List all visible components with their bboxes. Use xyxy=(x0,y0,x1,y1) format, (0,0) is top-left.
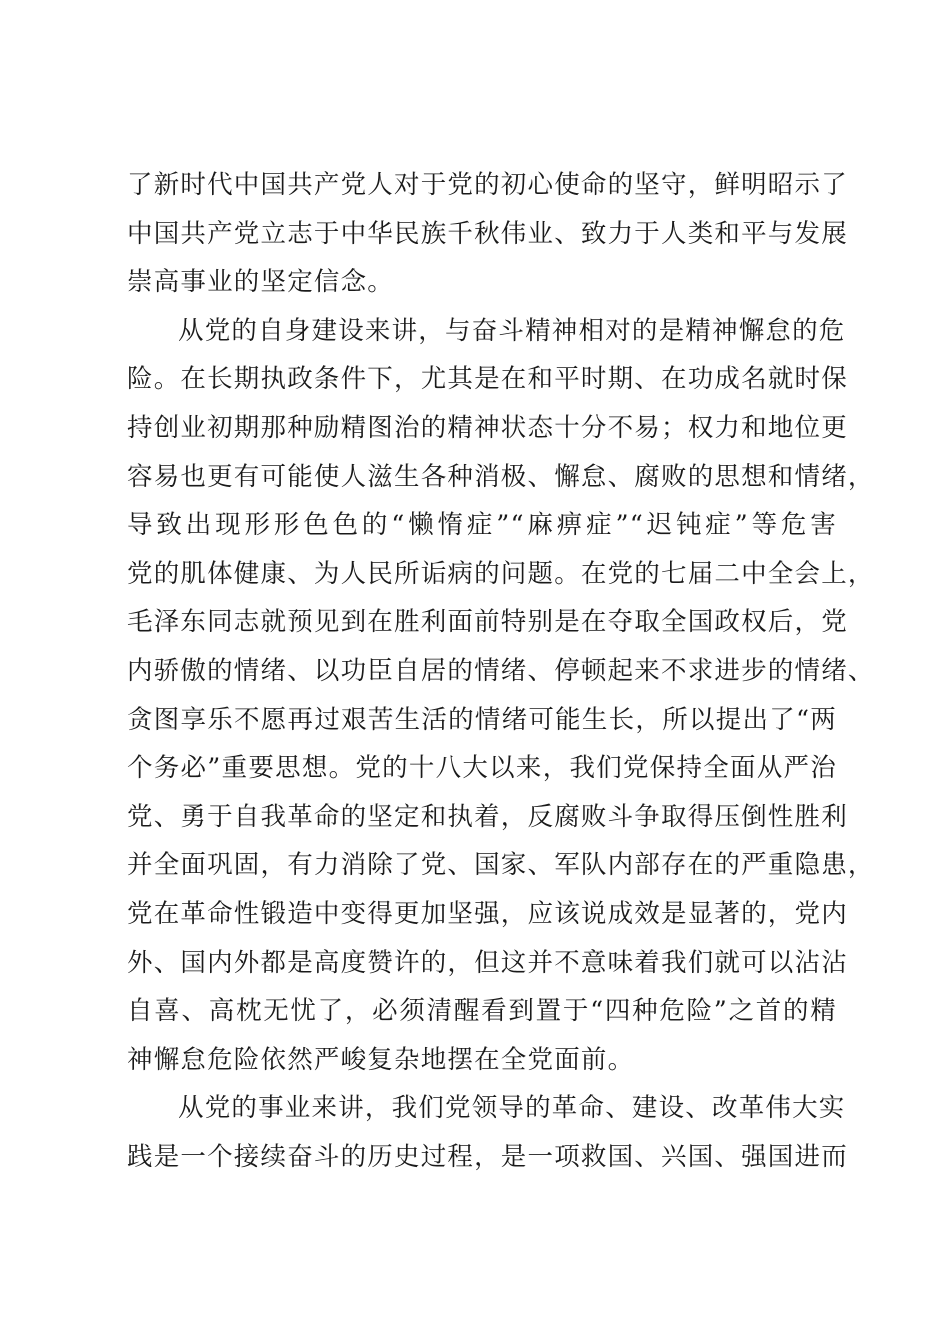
paragraph-2 xyxy=(127,307,875,1085)
text-line: 险。在长期执政条件下，尤其是在和平时期、在功成名就时保 xyxy=(127,364,848,395)
text-line: 党在革命性锻造中变得更加坚强，应该说成效是显著的，党内 xyxy=(127,898,848,929)
text-line: 从党的自身建设来讲，与奋斗精神相对的是精神懈怠的危 xyxy=(178,315,846,346)
text-line: 神懈怠危险依然严峻复杂地摆在全党面前。 xyxy=(127,1044,635,1075)
text-line: 毛泽东同志就预见到在胜利面前特别是在夺取全国政权后，党 xyxy=(127,607,848,638)
text-line: 容易也更有可能使人滋生各种消极、懈怠、腐败的思想和情绪， xyxy=(127,461,875,492)
text-line: 践是一个接续奋斗的历史过程，是一项救国、兴国、强国进而 xyxy=(127,1141,848,1172)
text-line: 内骄傲的情绪、以功臣自居的情绪、停顿起来不求进步的情绪、 xyxy=(127,655,875,686)
text-line: 持创业初期那种励精图治的精神状态十分不易；权力和地位更 xyxy=(127,412,848,443)
text-line: 从党的事业来讲，我们党领导的革命、建设、改革伟大实 xyxy=(178,1093,846,1124)
text-line: 并全面巩固，有力消除了党、国家、军队内部存在的严重隐患， xyxy=(127,850,875,881)
text-line: 党的肌体健康、为人民所诟病的问题。在党的七届二中全会上， xyxy=(127,558,875,589)
paragraph-1 xyxy=(127,161,848,307)
text-line: 党、勇于自我革命的坚定和执着，反腐败斗争取得压倒性胜利 xyxy=(127,801,848,832)
text-line: 了新时代中国共产党人对于党的初心使命的坚守，鲜明昭示了 xyxy=(127,170,848,200)
text-line: 贪图享乐不愿再过艰苦生活的情绪可能生长，所以提出了“两 xyxy=(127,704,837,735)
text-line: 外、国内外都是高度赞许的，但这并不意味着我们就可以沾沾 xyxy=(127,947,848,978)
paragraph-3 xyxy=(127,1084,848,1181)
text-line: 崇高事业的坚定信念。 xyxy=(127,267,395,298)
text-line: 个务必”重要思想。党的十八大以来，我们党保持全面从严治 xyxy=(127,753,837,784)
text-line: 自喜、高枕无忧了，必须清醒看到置于“四种危险”之首的精 xyxy=(127,996,837,1027)
text-line: 中国共产党立志于中华民族千秋伟业、致力于人类和平与发展 xyxy=(127,218,848,249)
document-body xyxy=(127,161,875,1181)
text-line: 导致出现形形色色的“懒惰症”“麻痹症”“迟钝症”等危害 xyxy=(127,510,837,541)
